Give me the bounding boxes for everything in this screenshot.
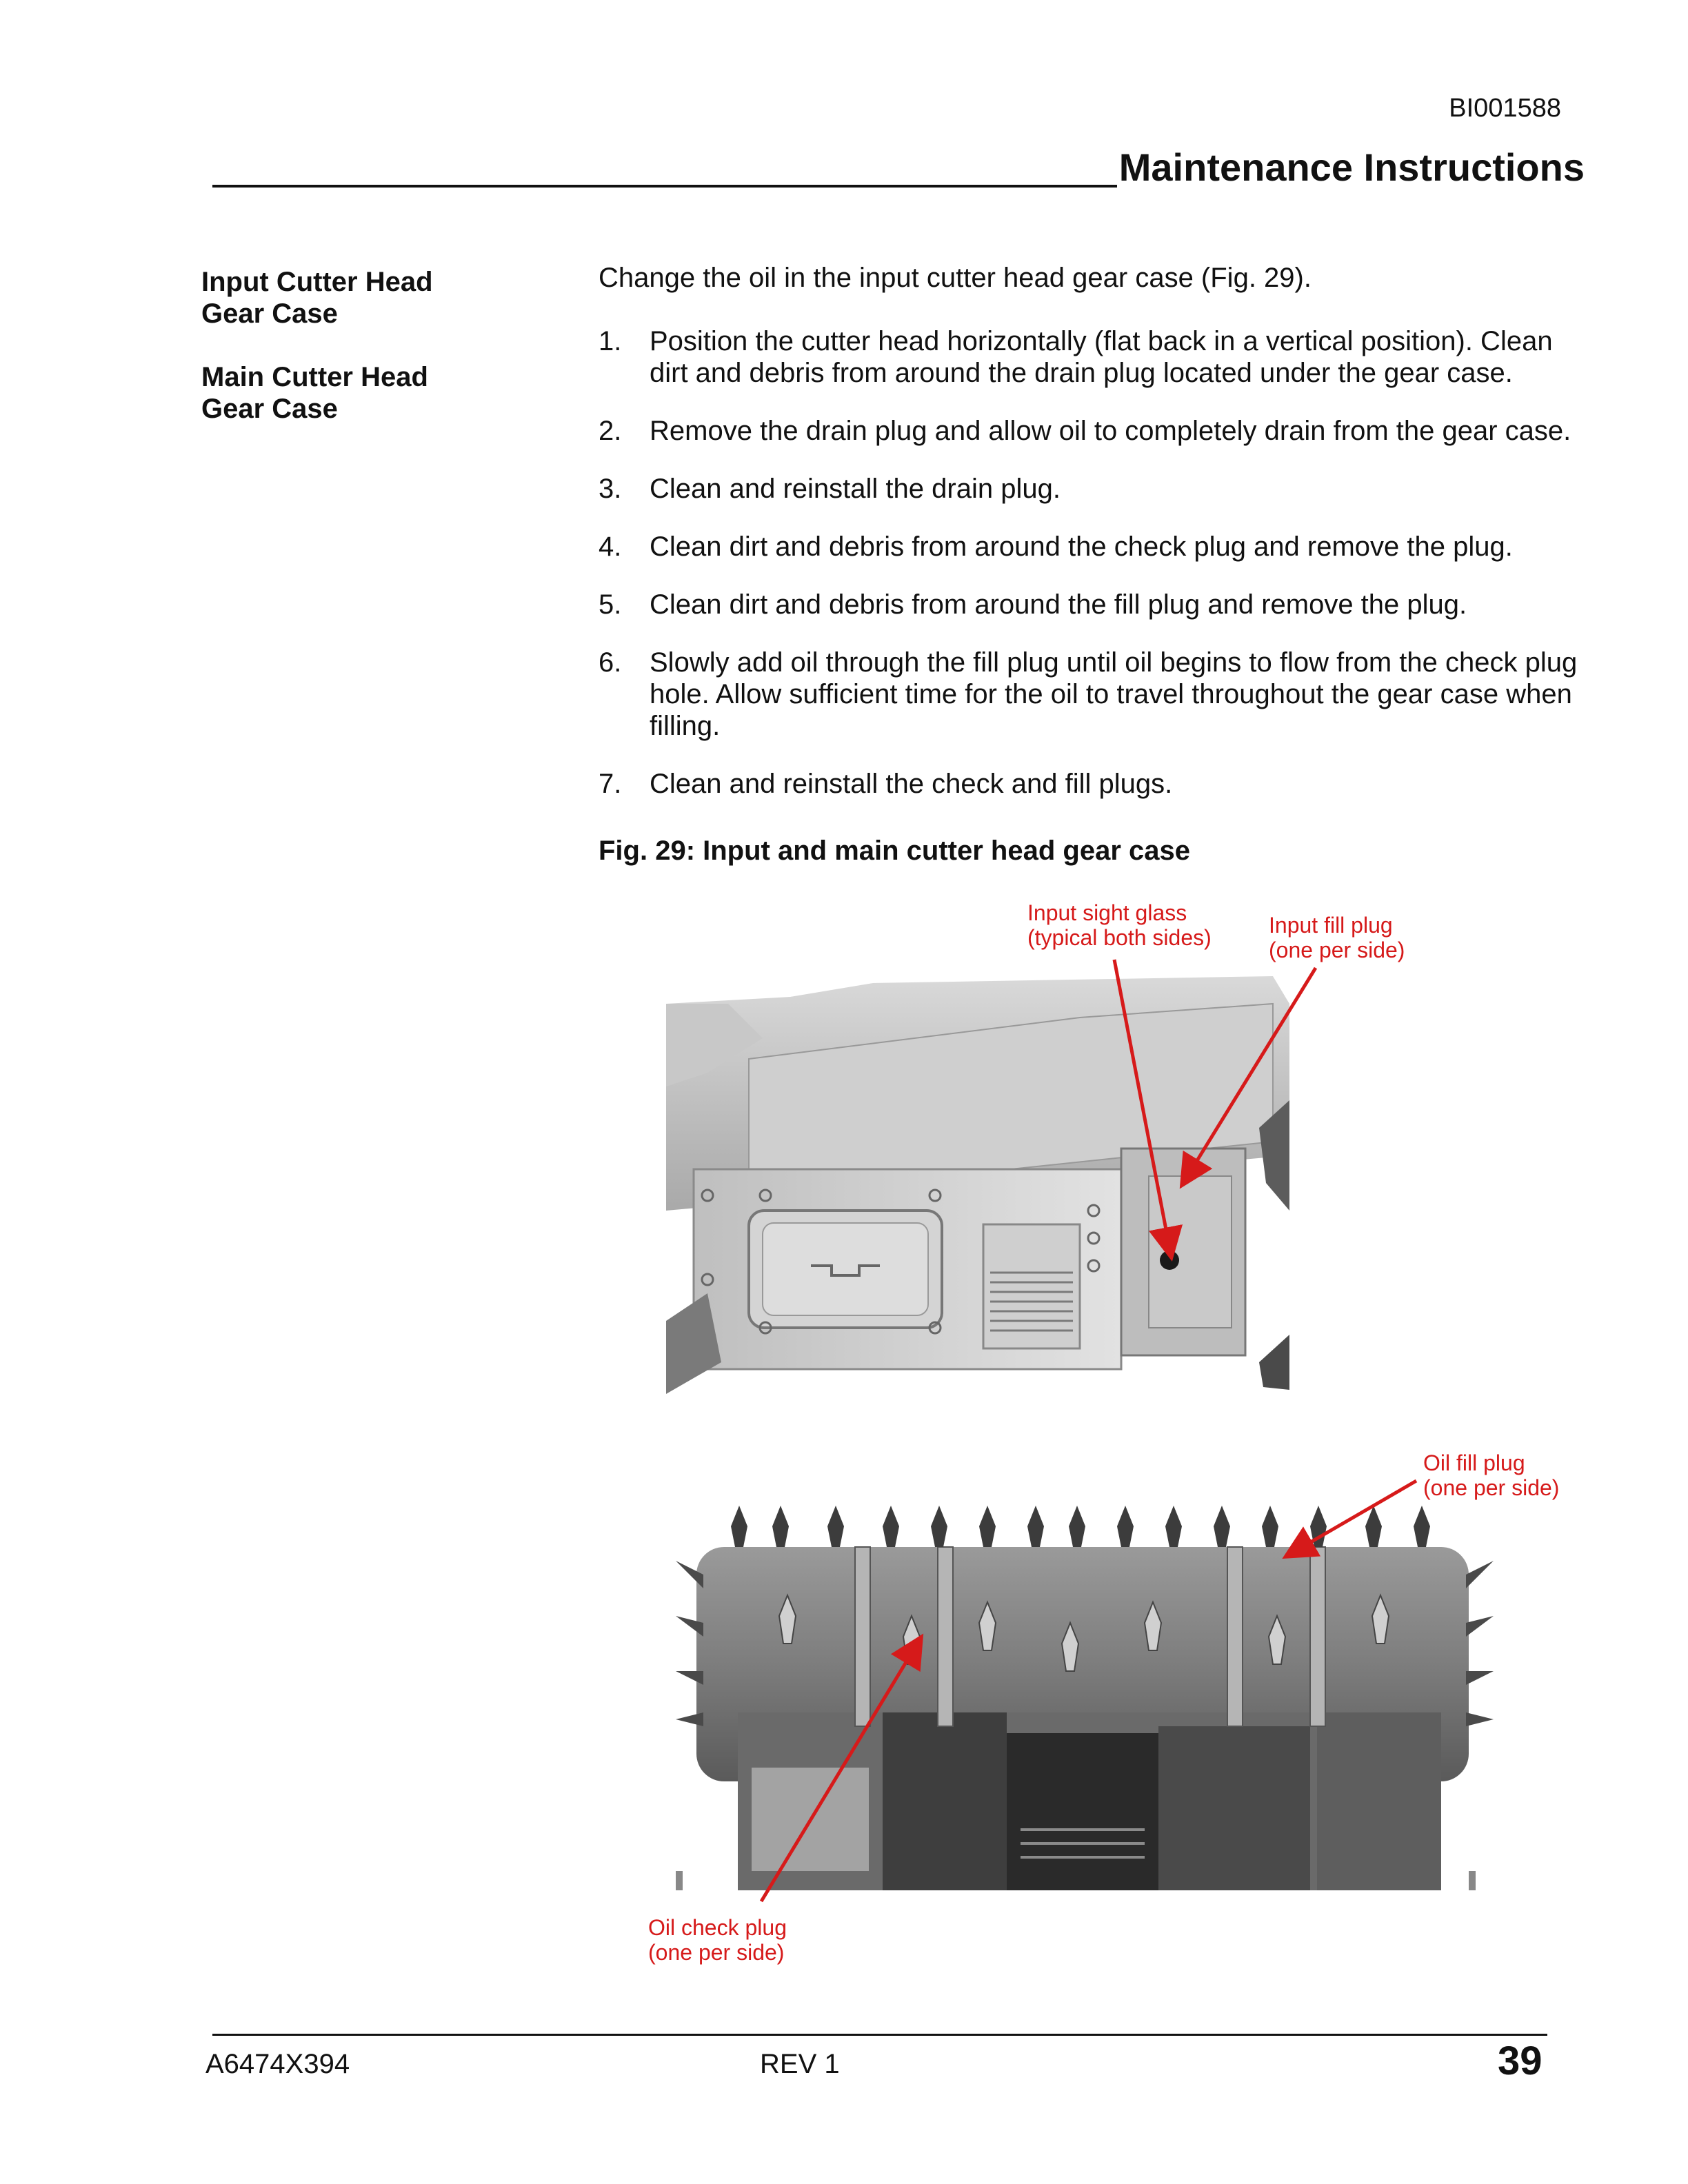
revision-label: REV 1 xyxy=(760,2049,840,2079)
sidebar-heading-line: Gear Case xyxy=(201,299,338,329)
step-number: 1. xyxy=(599,326,622,356)
callout-line: (one per side) xyxy=(1269,938,1405,962)
callout-line: Input fill plug xyxy=(1269,913,1393,938)
document-id: BI001588 xyxy=(1449,94,1561,123)
section-title: Maintenance Instructions xyxy=(1118,145,1585,189)
step-number: 5. xyxy=(599,589,622,620)
document-number: A6474X394 xyxy=(205,2049,350,2079)
page-number: 39 xyxy=(1498,2039,1543,2083)
step-number: 4. xyxy=(599,532,622,562)
callout-line: Input sight glass xyxy=(1027,900,1187,925)
footer-rule xyxy=(212,2034,1547,2036)
step-text: Slowly add oil through the fill plug until oil begins to flow from the check plug hole. Allow sufficient time for the oil to travel throughout the gear case when filling. xyxy=(650,647,1578,741)
callout-line: Oil fill plug xyxy=(1423,1450,1525,1475)
step-text: Remove the drain plug and allow oil to completely drain from the gear case. xyxy=(650,416,1571,446)
step-text: Position the cutter head horizontally (flat back in a vertical position). Clean dirt and debris from around the drain plug located under the gear case. xyxy=(650,326,1553,388)
step-text: Clean dirt and debris from around the fill plug and remove the plug. xyxy=(650,589,1467,620)
step-text: Clean and reinstall the check and fill plugs. xyxy=(650,769,1173,799)
callout-line: (one per side) xyxy=(1423,1475,1560,1500)
step-number: 6. xyxy=(599,647,622,678)
step-number: 3. xyxy=(599,474,622,504)
callout-line: (typical both sides) xyxy=(1027,925,1212,950)
figure-caption: Fig. 29: Input and main cutter head gear case xyxy=(599,836,1190,866)
arrow-input-sight-glass xyxy=(1114,960,1171,1255)
sidebar-heading-line: Gear Case xyxy=(201,394,338,424)
arrow-oil-fill-plug xyxy=(1288,1481,1416,1555)
callout-input-sight-glass xyxy=(1027,900,1212,950)
arrow-input-fill-plug xyxy=(1183,968,1316,1183)
callout-line: (one per side) xyxy=(648,1940,785,1965)
callout-line: Oil check plug xyxy=(648,1915,787,1940)
sidebar-heading-line: Input Cutter Head xyxy=(201,267,433,297)
step-number: 7. xyxy=(599,769,622,799)
arrow-oil-check-plug xyxy=(761,1639,920,1901)
callout-oil-fill-plug xyxy=(1423,1450,1559,1500)
callout-oil-check-plug xyxy=(648,1915,787,1965)
step-text: Clean dirt and debris from around the check plug and remove the plug. xyxy=(650,532,1513,562)
sidebar-heading-line: Main Cutter Head xyxy=(201,362,428,392)
callout-input-fill-plug xyxy=(1269,913,1405,962)
step-number: 2. xyxy=(599,416,622,446)
step-text: Clean and reinstall the drain plug. xyxy=(650,474,1061,504)
intro-paragraph: Change the oil in the input cutter head gear case (Fig. 29). xyxy=(599,263,1312,293)
